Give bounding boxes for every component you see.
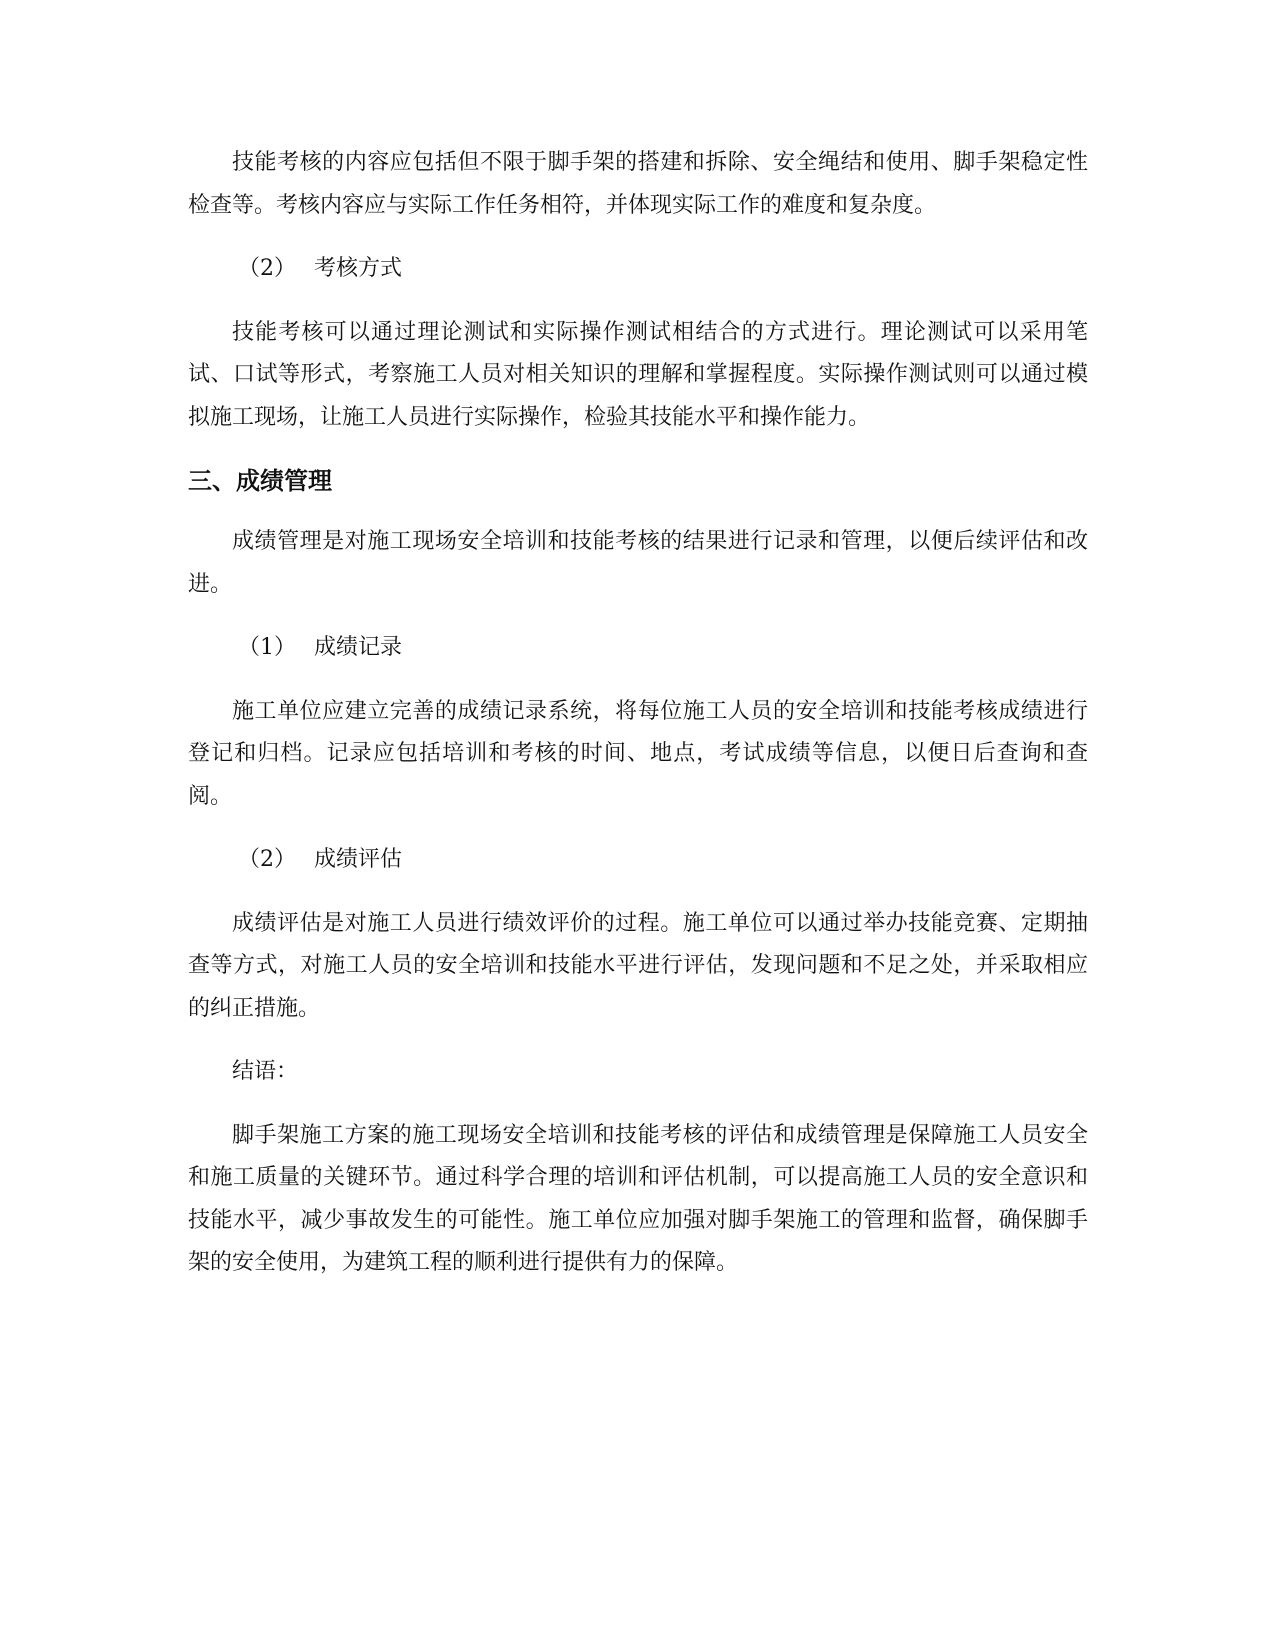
paragraph-conclusion: 脚手架施工方案的施工现场安全培训和技能考核的评估和成绩管理是保障施工人员安全和施工质量的关键环节。通过科学合理的培训和评估机制，可以提高施工人员的安全意识和技能水平，减少事故发生的可能性。施工单位应加强对脚手架施工的管理和监督，确保脚手架的安全使用，为建筑工程的顺利进行提供有力的保障。 — [188, 1122, 1088, 1275]
paragraph-score-record: 施工单位应建立完善的成绩记录系统，将每位施工人员的安全培训和技能考核成绩进行登记和归档。记录应包括培训和考核的时间、地点，考试成绩等信息，以便日后查询和查阅。 — [188, 698, 1088, 809]
subheading-number: （1） — [238, 635, 296, 660]
subheading-score-record — [188, 627, 1088, 670]
subheading-score-evaluation — [188, 839, 1088, 882]
conclusion-label: 结语： — [232, 1059, 299, 1084]
section-heading-score-management: 三、成绩管理 — [188, 467, 332, 495]
paragraph-assessment-content: 技能考核的内容应包括但不限于脚手架的搭建和拆除、安全绳结和使用、脚手架稳定性检查等。考核内容应与实际工作任务相符，并体现实际工作的难度和复杂度。 — [188, 150, 1088, 218]
subheading-title: 考核方式 — [314, 256, 403, 281]
paragraph-score-management: 成绩管理是对施工现场安全培训和技能考核的结果进行记录和管理，以便后续评估和改进。 — [188, 529, 1088, 597]
paragraph-score-evaluation: 成绩评估是对施工人员进行绩效评价的过程。施工单位可以通过举办技能竞赛、定期抽查等方式，对施工人员的安全培训和技能水平进行评估，发现问题和不足之处，并采取相应的纠正措施。 — [188, 910, 1088, 1021]
subheading-title: 成绩评估 — [314, 847, 403, 872]
subheading-assessment-method — [188, 248, 1088, 291]
subheading-number: （2） — [238, 256, 296, 281]
subheading-title: 成绩记录 — [314, 635, 403, 660]
document-body — [188, 142, 1088, 1306]
paragraph-assessment-method: 技能考核可以通过理论测试和实际操作测试相结合的方式进行。理论测试可以采用笔试、口试等形式，考察施工人员对相关知识的理解和掌握程度。实际操作测试则可以通过模拟施工现场，让施工人员进行实际操作，检验其技能水平和操作能力。 — [188, 319, 1088, 430]
subheading-number: （2） — [238, 847, 296, 872]
